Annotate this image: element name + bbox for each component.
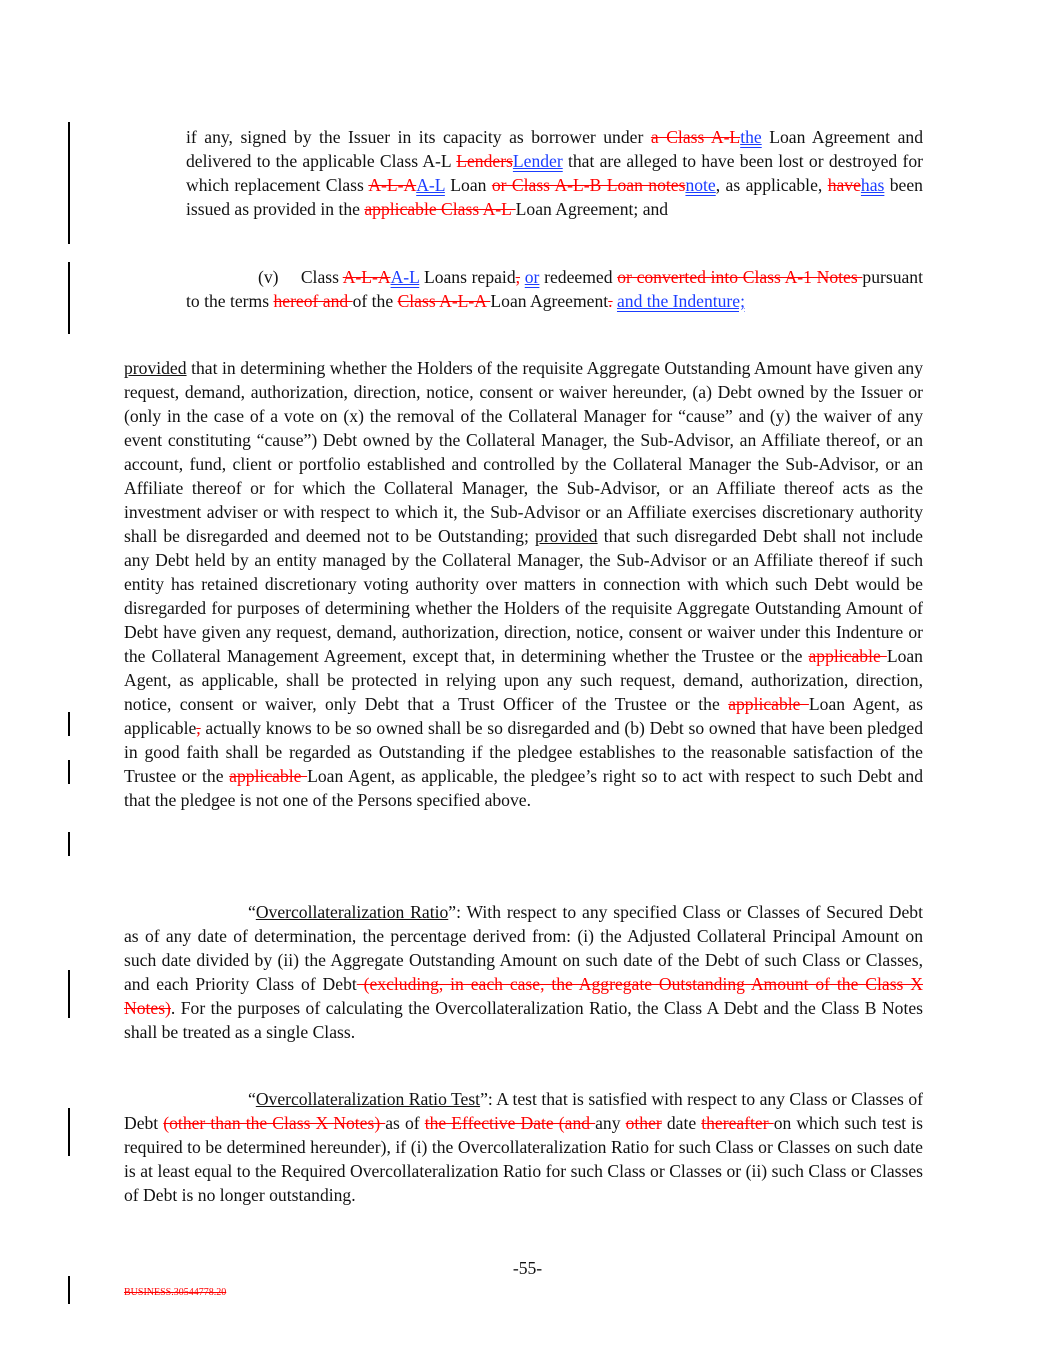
change-bar [68,1276,70,1304]
text: (v) Class [258,267,343,287]
clause-iv-continuation [186,125,923,221]
provided-clause [124,356,923,812]
deleted-text: hereof and [273,291,353,311]
underlined-term: provided [535,526,598,546]
text: Loan [444,175,492,195]
inserted-text: and the Indenture; [616,291,745,311]
defined-term: Overcollateralization Ratio Test [255,1089,481,1109]
deleted-text: or Class A-L-B Loan notes [491,175,686,195]
deleted-text: applicable [808,646,887,666]
text: on which such test is required to be determined hereunder), if (i) the Overcollateralization Ratio for such Class or Classes on such date is at least equal to the Required Overcollateralization Ratio for such Class or Classes or (ii) such Class or Classes of Debt is no longer outstanding. [124,1113,923,1205]
deleted-text: A-L-A [342,267,391,287]
deleted-text: , [196,718,201,738]
deleted-text: thereafter [701,1113,774,1133]
change-bar [68,712,70,736]
inserted-text: note [685,175,716,195]
change-bar [68,760,70,784]
text: Loan Agreement; and [515,199,669,219]
change-bar [68,262,70,334]
inserted-text: has [860,175,885,195]
inserted-text: A-L [416,175,445,195]
text: actually knows to be so owned shall be so disregarded and (b) Debt so owned that have been pledged in good faith shall be regarded as Outstanding if the pledgee establishes to the reasonable satisfaction of the Trustee or the [124,718,923,786]
underlined-term: provided [124,358,187,378]
text: Loan Agent, as applicable [124,694,923,738]
deleted-text: . [608,291,613,311]
deleted-text: (other than the Class X Notes) [163,1113,386,1133]
deleted-text: applicable [229,766,308,786]
text: Loan Agreement [490,291,609,311]
text: any [595,1113,626,1133]
text: if any, signed by the Issuer in its capacity as borrower under [186,127,651,147]
text: that such disregarded Debt shall not include any Debt held by an entity managed by the Collateral Manager, the Sub-Advisor or an Affiliate thereof if such entity has retained discretionary voting authority over matters in connection with which such Debt would be disregarded for purposes of determining whether the Holders of the requisite Aggregate Outstanding Amount of Debt have given any request, demand, authorization, direction, notice, consent or waiver under this Indenture or the Collateral Management Agreement, except that, in determining whether the Trustee or the [124,526,923,666]
inserted-text: the [740,127,762,147]
text: Loan Agent, as applicable, shall be protected in relying upon any such request, demand, authorization, direction, notice, consent or waiver, only Debt that a Trust Officer of the Trustee or the [124,646,923,714]
text: , as applicable, [715,175,828,195]
deleted-text: , [515,267,521,287]
inserted-text: A-L [390,267,420,287]
text: “ [248,1089,256,1109]
text: as of [385,1113,425,1133]
text: redeemed [539,267,618,287]
text: of the [352,291,398,311]
text: ”: With respect to any specified Class or Classes of Secured Debt as of any date of determination, the percentage derived from: (i) the Adjusted Collateral Principal Amount on such date divided by (ii) the Aggregate Outstanding Amount on such date of the Debt of such Class or Classes, and each Priority Class of Debt [124,902,923,994]
change-bar [68,970,70,1018]
text: ”: A test that is satisfied with respect to any Class or Classes of Debt [124,1089,923,1133]
text: that are alleged to have been lost or destroyed for which replacement Class [186,151,923,195]
change-bar [68,832,70,856]
deleted-text: the Effective Date (and [424,1113,596,1133]
deleted-text: a Class A-L [650,127,741,147]
text: that in determining whether the Holders of the requisite Aggregate Outstanding Amount have given any request, demand, authorization, direction, notice, consent or waiver hereunder, (a) Debt owned by the Issuer or (only in the case of a vote on (x) the removal of the Collateral Manager for “cause” and (y) the waiver of any event constituting “cause”) Debt owned by the Collateral Manager, the Sub-Advisor, an Affiliate thereof, or an account, fund, client or portfolio established and controlled by the Collateral Manager the Sub-Advisor, or an Affiliate thereof or for which the Collateral Manager, the Sub-Advisor, or an Affiliate thereof acts as the investment adviser or with respect to which it, the Sub-Advisor or an Affiliate exercises discretionary authority shall be disregarded and deemed not to be Outstanding; [124,358,923,546]
text: Loan Agent, as applicable, the pledgee’s right so to act with respect to such Debt and that the pledgee is not one of the Persons specified above. [124,766,923,810]
deleted-text: A-L-A [368,175,417,195]
defined-term: Overcollateralization Ratio [255,902,449,922]
deleted-text: applicable [728,694,809,714]
definition-overcollateralization-ratio [124,900,923,1044]
deleted-text: Lenders [456,151,513,171]
text: pursuant to the terms [186,267,923,311]
text: date [661,1113,702,1133]
deleted-text: have [827,175,861,195]
change-bar [68,122,70,244]
definition-overcollateralization-ratio-test [124,1087,923,1207]
deleted-text: Class A-L-A [397,291,491,311]
inserted-text: Lender [512,151,563,171]
page-number: -55- [512,1258,543,1278]
text: Loans repaid [419,267,516,287]
deleted-text: or converted into Class A-1 Notes [617,267,863,287]
deleted-text: other [625,1113,662,1133]
footer-document-id: BUSINESS.30544778.20 [124,1287,227,1298]
deleted-text: applicable Class A-L [364,199,516,219]
text: “ [248,902,256,922]
inserted-text: or [524,267,540,287]
deleted-text: (excluding, in each case, the Aggregate Outstanding Amount of the Class X Notes) [124,974,923,1018]
change-bar [68,1108,70,1156]
text: been issued as provided in the [186,175,923,219]
clause-v [186,265,923,313]
text: Loan Agreement and delivered to the applicable Class A-L [186,127,924,171]
text: . For the purposes of calculating the Overcollateralization Ratio, the Class A Debt and the Class B Notes shall be treated as a single Class. [124,998,923,1042]
